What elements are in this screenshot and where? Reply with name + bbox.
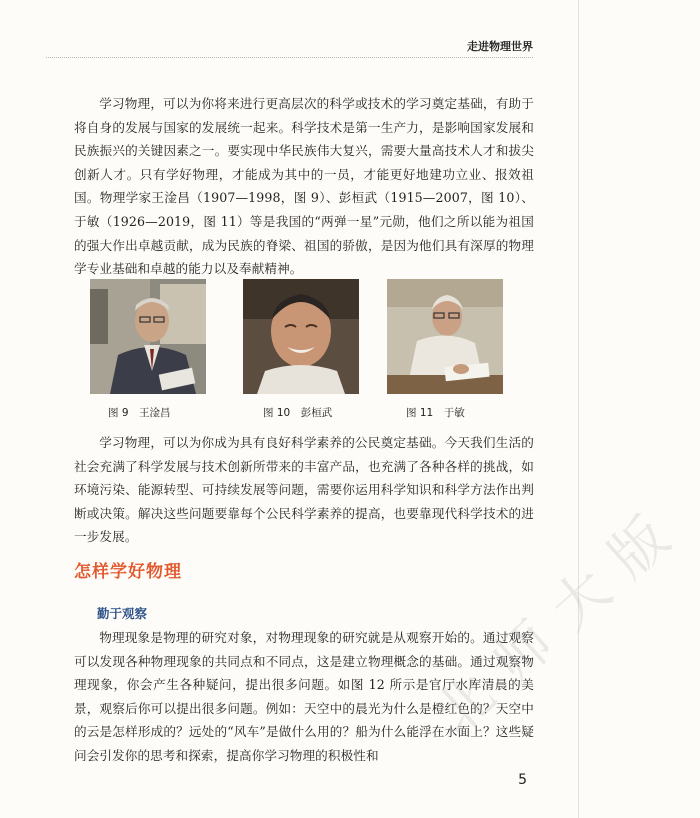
figure-10-photo <box>243 279 359 394</box>
header-divider <box>46 57 533 58</box>
publisher-watermark: 北师大版 <box>423 490 699 748</box>
figure-9-caption: 图 9 王淦昌 <box>108 407 171 419</box>
body-paragraph-2: 学习物理，可以为你成为具有良好科学素养的公民奠定基础。今天我们生活的社会充满了科学发展与技术创新所带来的丰富产品，也充满了各种各样的挑战，如环境污染、能源转型、可持续发展等问题，需要你运用科学知识和科学方法作出判断或决策。解决这些问题要靠每个公民科学素养的提高，也要靠现代科学技术的进一步发展。 <box>74 435 534 545</box>
running-header: 走进物理世界 <box>467 40 533 53</box>
section-title: 怎样学好物理 <box>74 562 182 582</box>
portrait-image-2 <box>243 279 359 394</box>
figure-11-photo <box>387 279 503 394</box>
figure-9-photo <box>90 279 206 394</box>
portrait-image-1 <box>90 279 206 394</box>
subsection-title: 勤于观察 <box>97 606 148 621</box>
page-number: 5 <box>518 772 527 788</box>
body-paragraph-3: 物理现象是物理的研究对象，对物理现象的研究就是从观察开始的。通过观察可以发现各种物理现象的共同点和不同点，这是建立物理概念的基础。通过观察物理现象，你会产生各种疑问，提出很多问题。如图 12 所示是官厅水库清晨的美景，观察后你可以提出很多问题。例如：天空中的晨光为什么是橙红色的？天空中的云是怎样形成的？远处的“风车”是做什么用的？船为什么能浮在水面上？这些疑问会引发你的思考和探索，提高你学习物理的积极性和 <box>74 630 534 763</box>
body-paragraph-1: 学习物理，可以为你将来进行更高层次的科学或技术的学习奠定基础，有助于将自身的发展与国家的发展统一起来。科学技术是第一生产力，是影响国家发展和民族振兴的关键因素之一。要实现中华民族伟大复兴，需要大量高技术人才和拔尖创新人才。只有学好物理，才能成为其中的一员，才能更好地建功立业、报效祖国。物理学家王淦昌（1907—1998，图 9）、彭桓武（1915—2007，图 10）、于敏（1926—2019，图 11）等是我国的“两弹一星”元勋，他们之所以能为祖国的强大作出卓越贡献，成为民族的脊梁、祖国的骄傲，是因为他们具有深厚的物理学专业基础和卓越的能力以及奉献精神。 <box>74 96 534 277</box>
figure-11-caption: 图 11 于敏 <box>406 407 465 419</box>
figure-10-caption: 图 10 彭桓武 <box>263 407 333 419</box>
portrait-image-3 <box>387 279 503 394</box>
